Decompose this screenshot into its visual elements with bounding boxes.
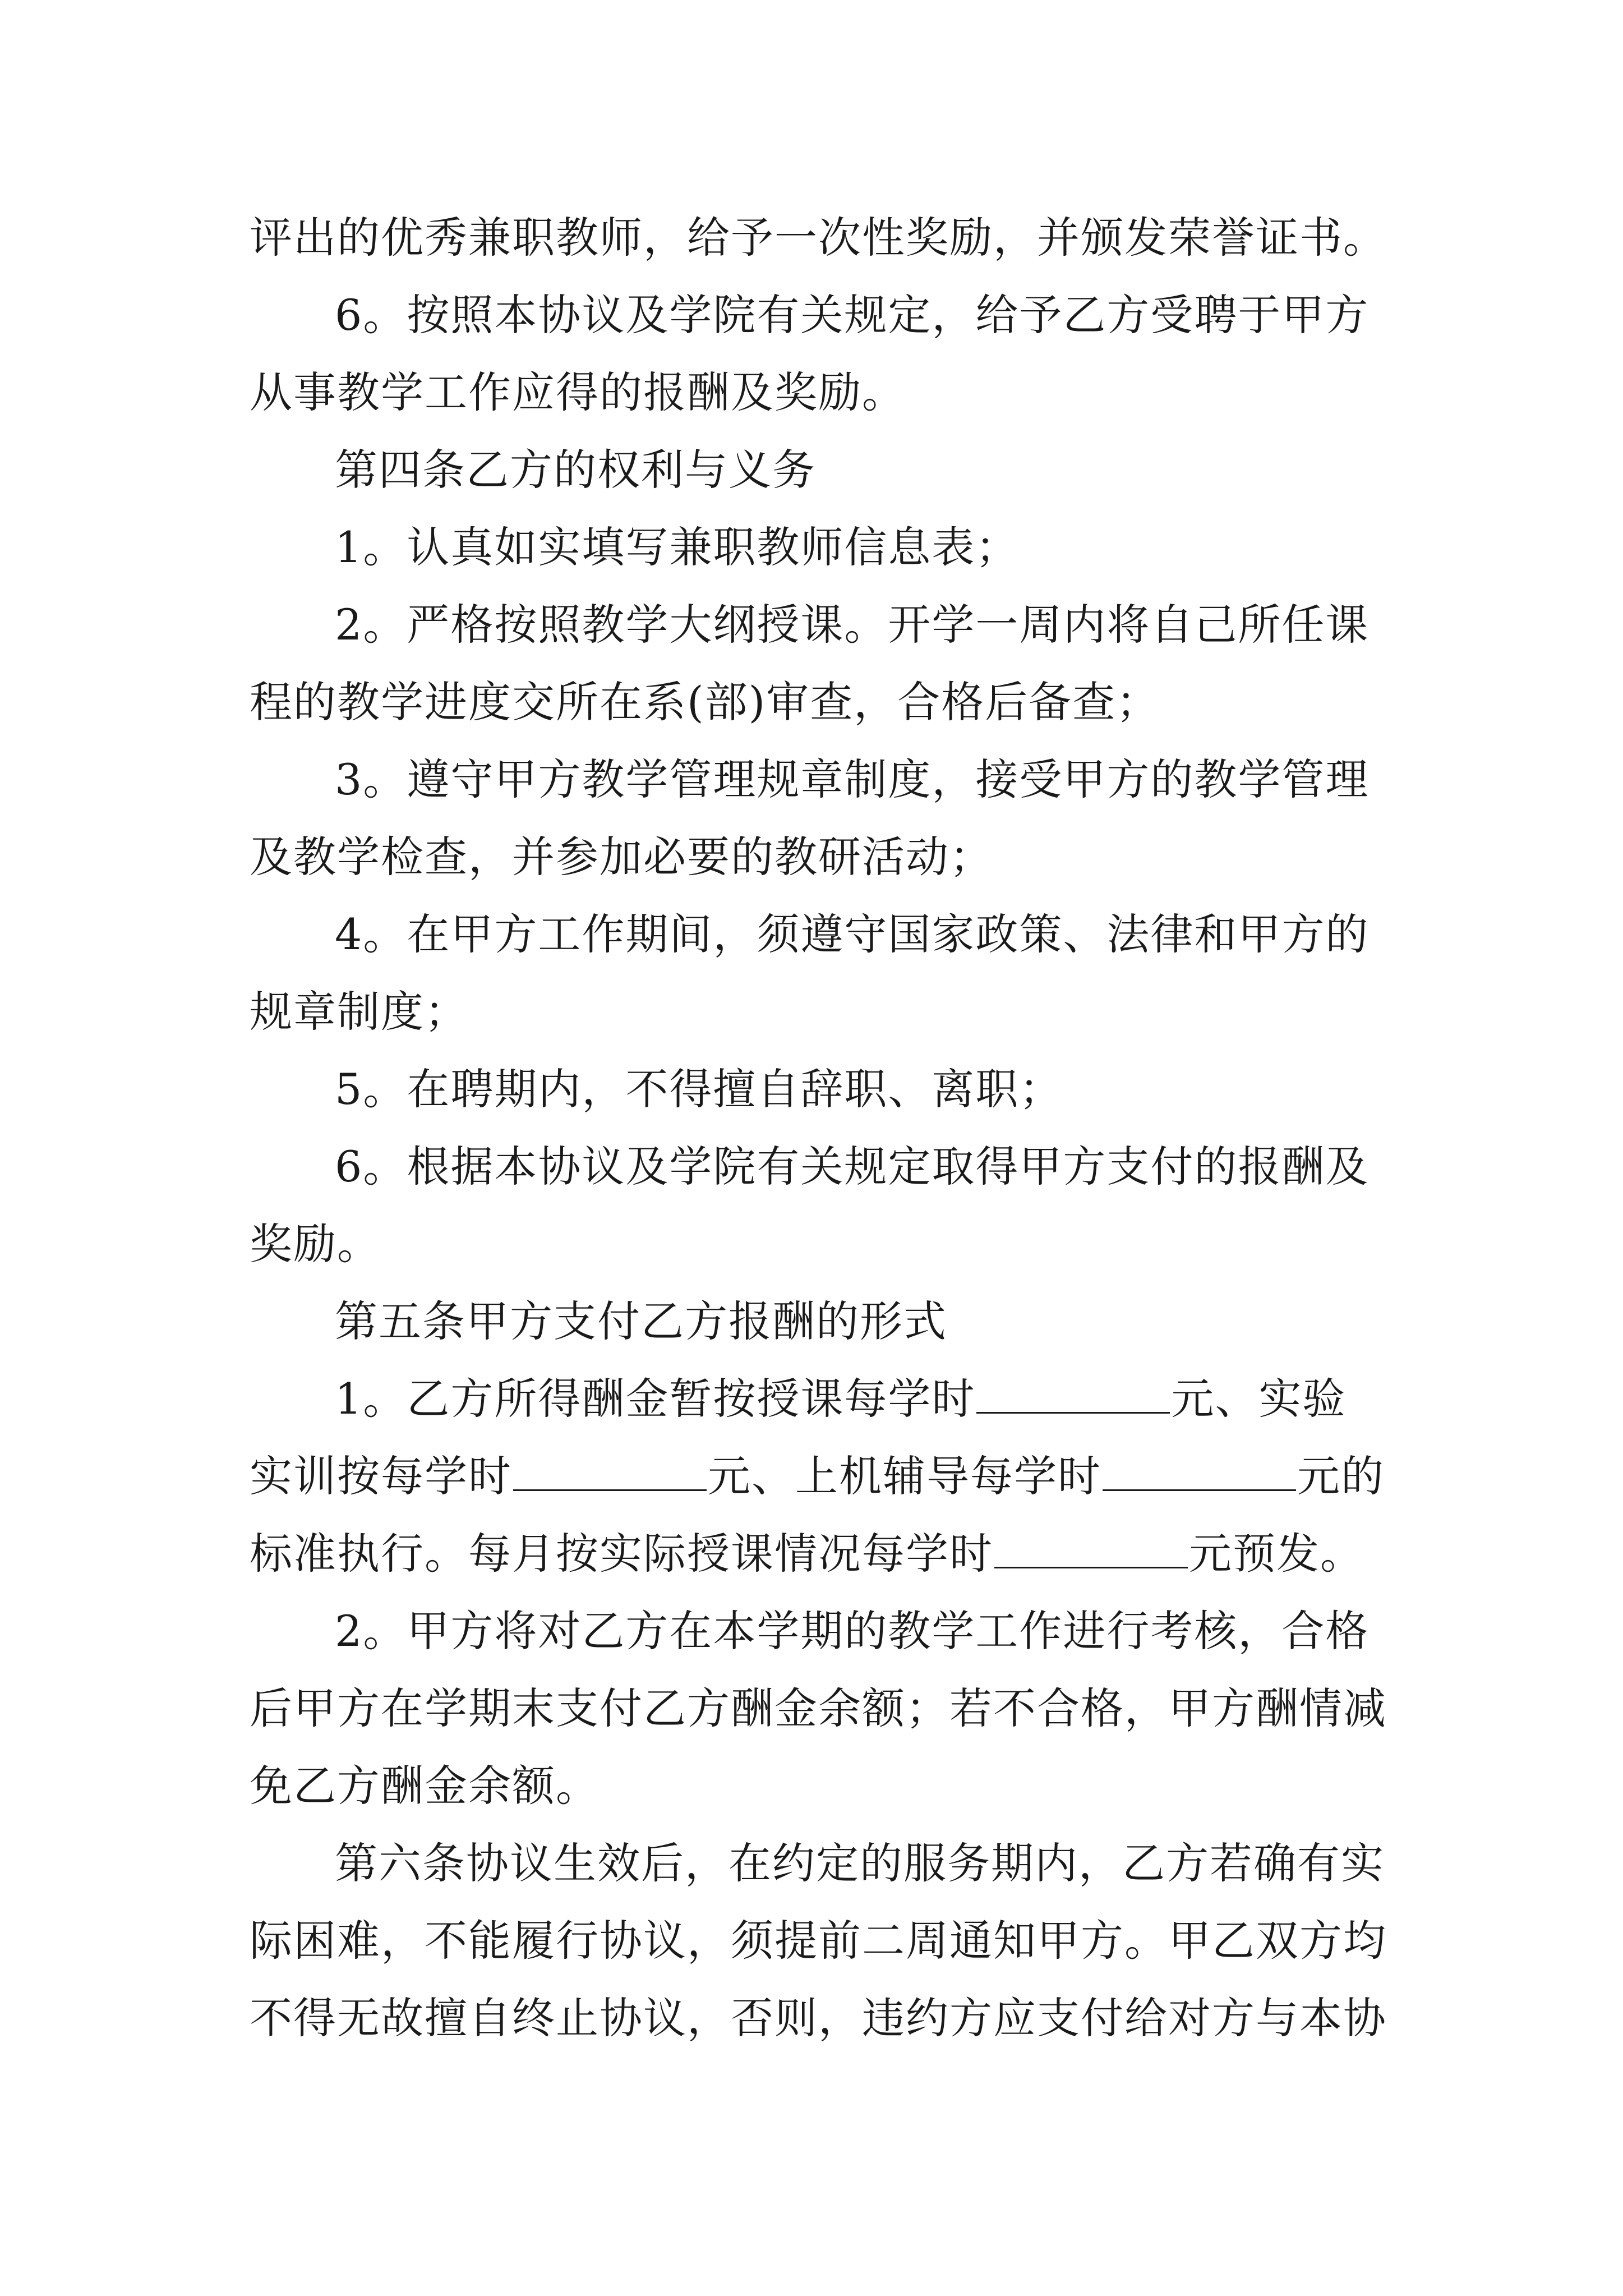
fill-blank-computer-rate[interactable] (1103, 1450, 1296, 1491)
item-1-text-a: 1。乙方所得酬金暂按授课每学时 (335, 1374, 976, 1424)
article-4-item-2: 2。严格按照教学大纲授课。开学一周内将自己所任课程的教学进度交所在系(部)审查，合格后备查； (250, 600, 1370, 727)
item-1-text-d: 元的标准执行。每月按实际授课情况每学时 (250, 1451, 1385, 1579)
article-4-item-4: 4。在甲方工作期间，须遵守国家政策、法律和甲方的规章制度； (250, 909, 1370, 1037)
article-4-item-5: 5。在聘期内，不得擅自辞职、离职； (335, 1064, 1063, 1114)
item-1-text-c: 元、上机辅导每学时 (708, 1451, 1101, 1501)
article-5-item-2: 2。甲方将对乙方在本学期的教学工作进行考核，合格后甲方在学期末支付乙方酬金余额；若不合格，甲方酬情减免乙方酬金余额。 (250, 1606, 1387, 1811)
fill-blank-advance-rate[interactable] (994, 1527, 1188, 1568)
fill-blank-lab-rate[interactable] (513, 1450, 707, 1491)
article-4-item-6: 6。根据本协议及学院有关规定取得甲方支付的报酬及奖励。 (250, 1142, 1370, 1269)
paragraph-continuation: 评出的优秀兼职教师，给予一次性奖励，并颁发荣誉证书。 (250, 213, 1387, 263)
article-5-title: 第五条甲方支付乙方报酬的形式 (335, 1296, 947, 1346)
article-5-item-1 (250, 1360, 1388, 1593)
article-6: 第六条协议生效后，在约定的服务期内，乙方若确有实际困难，不能履行协议，须提前二周通知甲方。甲乙双方均不得无故擅自终止协议，否则，违约方应支付给对方与本协 (250, 1838, 1387, 2043)
item-1-text-b: 元、实验实训按每学时 (250, 1374, 1347, 1501)
article-4-title: 第四条乙方的权利与义务 (335, 445, 816, 495)
document-body (250, 199, 1388, 2057)
item-1-text-e: 元预发。 (1189, 1529, 1364, 1579)
paragraph-item-6: 6。按照本协议及学院有关规定，给予乙方受聘于甲方从事教学工作应得的报酬及奖励。 (250, 290, 1370, 417)
article-4-item-3: 3。遵守甲方教学管理规章制度，接受甲方的教学管理及教学检查，并参加必要的教研活动； (250, 754, 1370, 882)
fill-blank-lecture-rate[interactable] (976, 1373, 1170, 1414)
article-4-item-1: 1。认真如实填写兼职教师信息表； (335, 522, 1020, 572)
